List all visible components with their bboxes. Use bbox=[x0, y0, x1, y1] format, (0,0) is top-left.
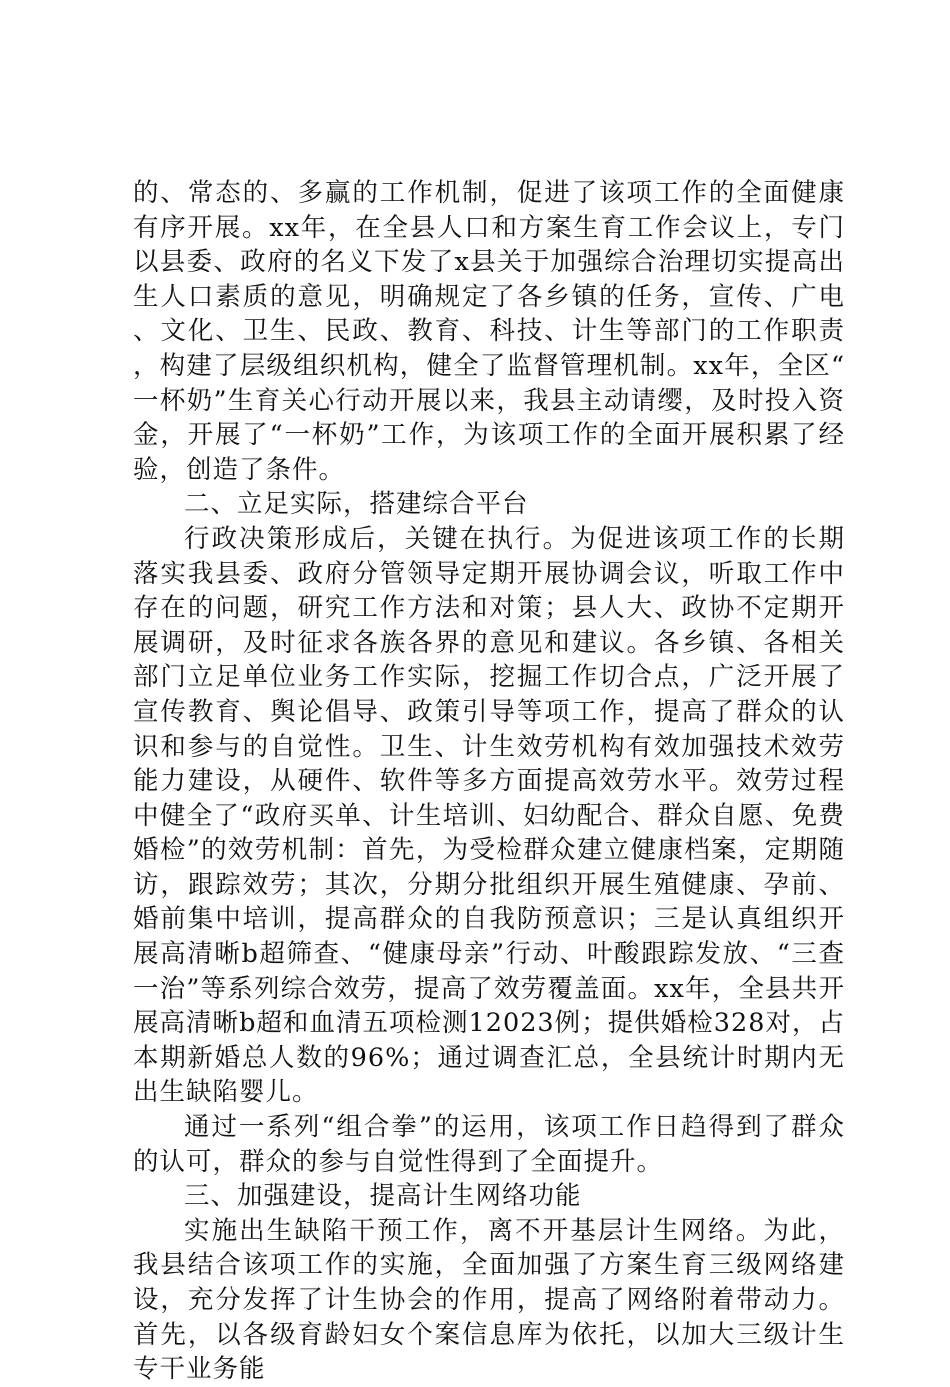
paragraph-body: 通过一系列“组合拳”的运用，该项工作日趋得到了群众的认可，群众的参与自觉性得到了全面提升。 bbox=[133, 1112, 845, 1177]
paragraph-continuation: 的、常态的、多赢的工作机制，促进了该项工作的全面健康有序开展。xx年，在全县人口和方案生育工作会议上，专门以县委、政府的名义下发了x县关于加强综合治理切实提高出生人口素质的意见，明确规定了各乡镇的任务，宣传、广电、文化、卫生、民政、教育、科技、计生等部门的工作职责，构建了层级组织机构，健全了监督管理机制。xx年，全区“一杯奶”生育关心行动开展以来，我县主动请缨，及时投入资金，开展了“一杯奶”工作，为该项工作的全面开展积累了经验，创造了条件。 bbox=[133, 178, 845, 485]
paragraph-body: 行政决策形成后，关键在执行。为促进该项工作的长期落实我县委、政府分管领导定期开展协调会议，听取工作中存在的问题，研究工作方法和对策；县人大、政协不定期开展调研，及时征求各族各界的意见和建议。各乡镇、各相关部门立足单位业务工作实际，挖掘工作切合点，广泛开展了宣传教育、舆论倡导、政策引导等项工作，提高了群众的认识和参与的自觉性。卫生、计生效劳机构有效加强技术效劳能力建设，从硬件、软件等多方面提高效劳水平。效劳过程中健全了“政府买单、计生培训、妇幼配合、群众自愿、免费婚检”的效劳机制：首先，为受检群众建立健康档案，定期随访，跟踪效劳；其次，分期分批组织开展生殖健康、孕前、婚前集中培训，提高群众的自我防预意识；三是认真组织开展高清晰b超筛查、“健康母亲”行动、叶酸跟踪发放、“三查一治”等系列综合效劳，提高了效劳覆盖面。xx年，全县共开展高清晰b超和血清五项检测12023例；提供婚检328对，占本期新婚总人数的96%；通过调查汇总，全县统计时期内无出生缺陷婴儿。 bbox=[133, 523, 845, 1108]
section-heading-2: 二、立足实际，搭建综合平台 bbox=[184, 489, 529, 520]
document-body bbox=[133, 176, 845, 1387]
section-heading-3: 三、加强建设，提高计生网络功能 bbox=[184, 1181, 582, 1212]
paragraph-body: 实施出生缺陷干预工作，离不开基层计生网络。为此，我县结合该项工作的实施，全面加强了方案生育三级网络建设，充分发挥了计生协会的作用，提高了网络附着带动力。首先，以各级育龄妇女个案信息库为依托，以加大三级计生专干业务能 bbox=[133, 1215, 845, 1385]
